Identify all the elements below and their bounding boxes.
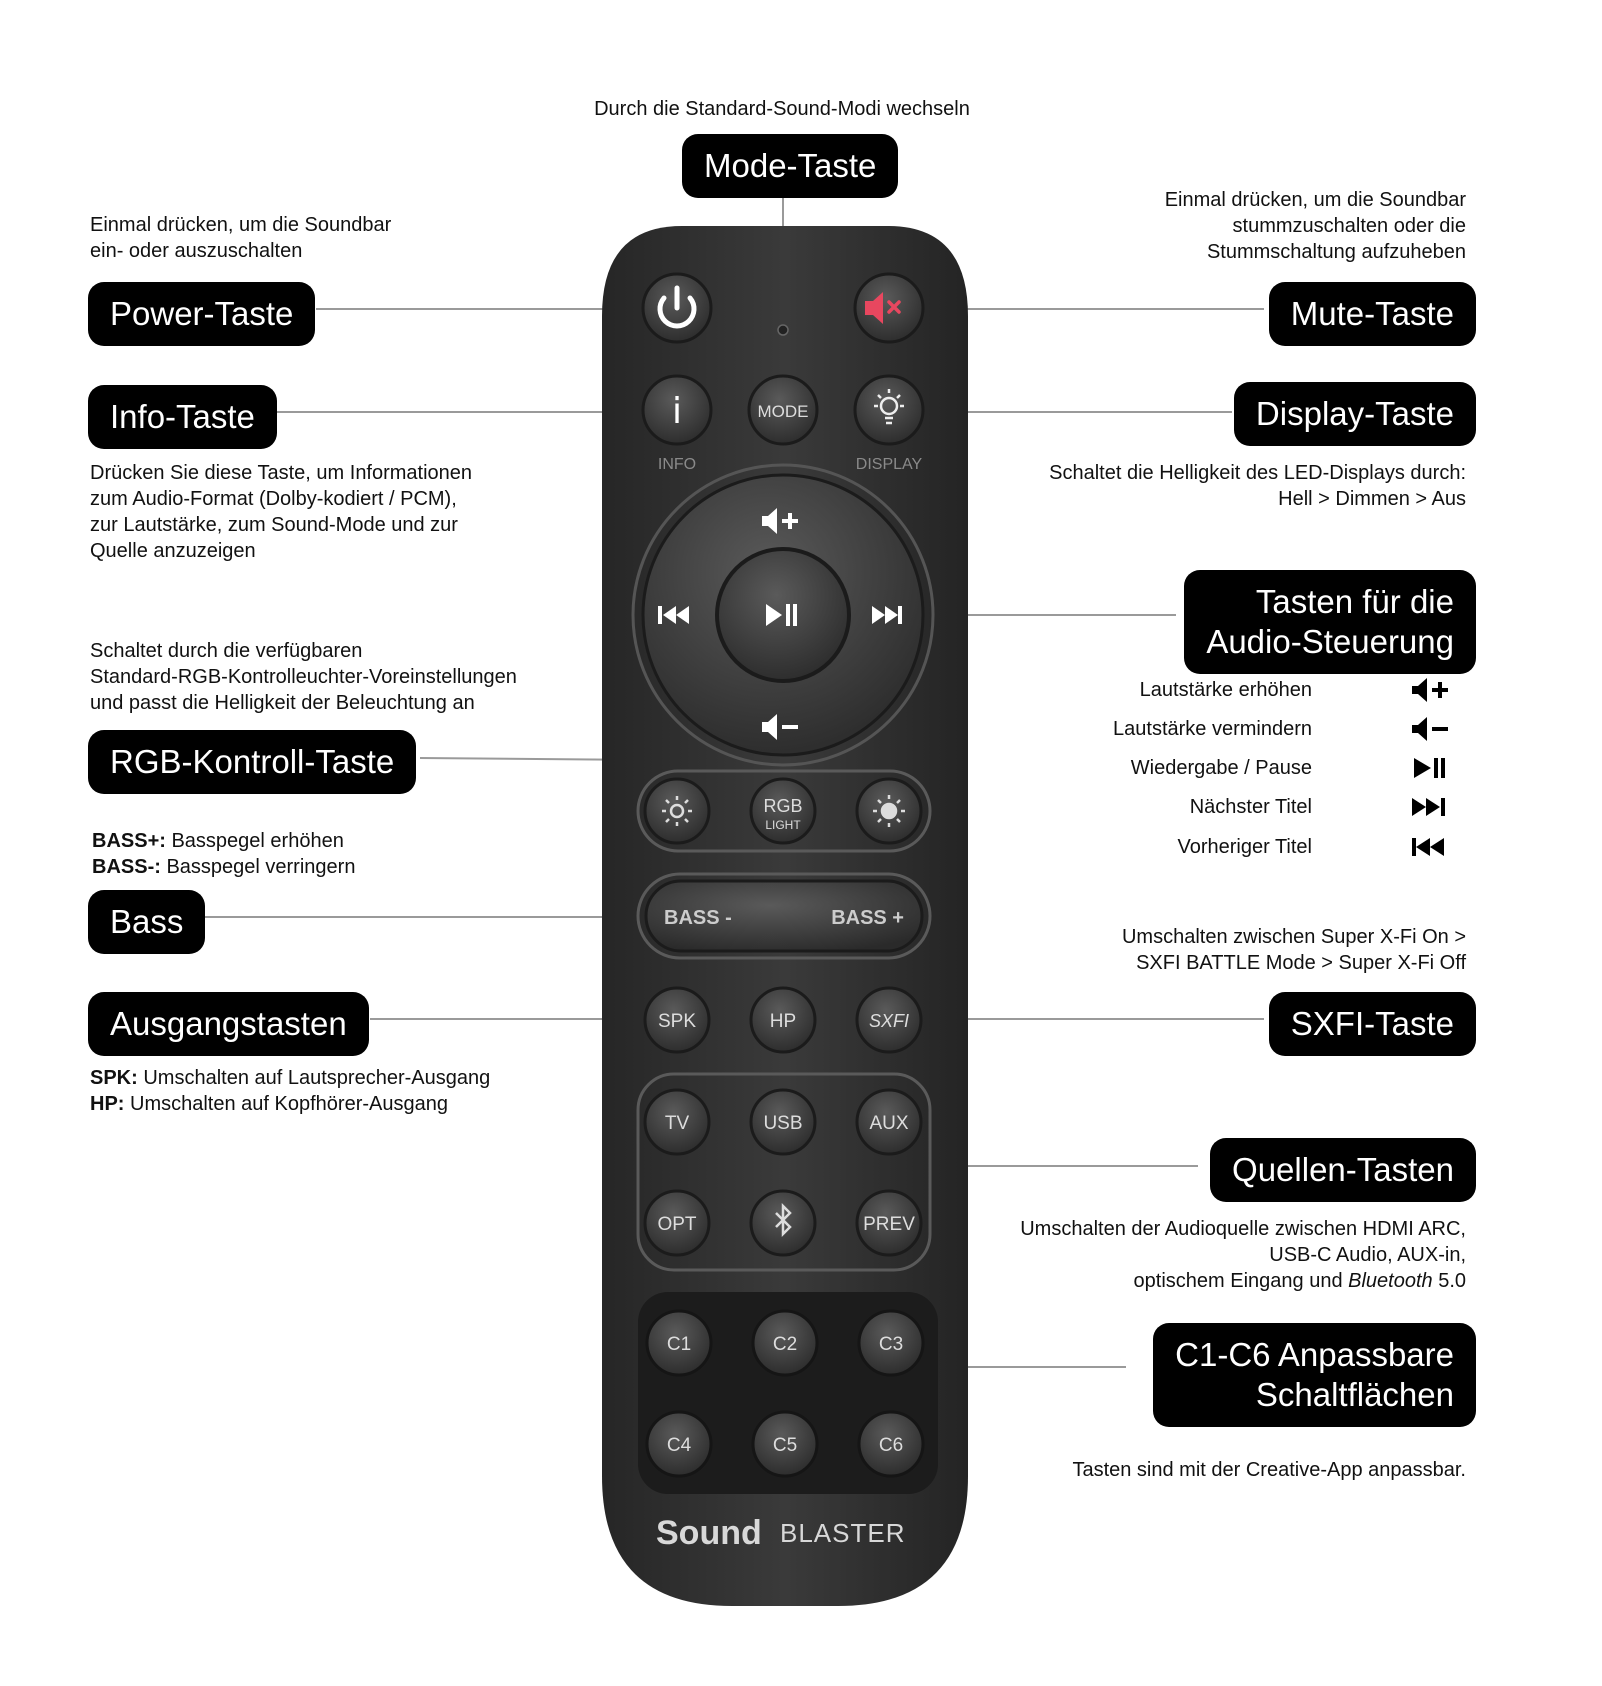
mute-button[interactable] — [855, 274, 923, 342]
legend-volume-up: Lautstärke erhöhen — [1139, 679, 1312, 701]
aux-label: AUX — [869, 1113, 909, 1134]
spk-button[interactable] — [645, 988, 709, 1052]
rgb-description: Schaltet durch die verfügbaren Standard-RGB-Kontrolleuchter-Voreinstellungen und passt die Helligkeit der Beleuchtung an — [90, 640, 517, 714]
bluetooth-button[interactable] — [751, 1191, 815, 1255]
c2-button[interactable] — [753, 1311, 817, 1375]
rgb-brightness-up-button[interactable] — [857, 779, 921, 843]
info-caption: INFO — [657, 456, 697, 473]
rgb-brightness-down-button[interactable] — [645, 779, 709, 843]
c6-label: C6 — [878, 1435, 904, 1456]
sxfi-label: SXFI — [868, 1011, 910, 1031]
rgb-label: RGB — [763, 796, 803, 816]
volume-down-icon — [1410, 716, 1452, 742]
mode-button[interactable] — [749, 376, 817, 444]
c1-label: C1 — [666, 1334, 692, 1355]
prev-button[interactable] — [857, 1191, 921, 1255]
power-label: Power-Taste — [88, 282, 315, 346]
light-label: LIGHT — [765, 818, 801, 832]
bass-minus-button[interactable]: BASS - — [664, 907, 732, 929]
info-icon: i — [671, 391, 683, 432]
play-pause-button[interactable] — [717, 549, 849, 681]
c1-button[interactable] — [647, 1311, 711, 1375]
display-label: Display-Taste — [1234, 382, 1476, 446]
output-description: SPK: Umschalten auf Lautsprecher-Ausgang HP: Umschalten auf Kopfhörer-Ausgang — [90, 1067, 491, 1115]
volume-up-icon — [1410, 677, 1452, 703]
display-button[interactable] — [855, 376, 923, 444]
legend-volume-down: Lautstärke vermindern — [1113, 718, 1312, 740]
legend-play-pause: Wiedergabe / Pause — [1130, 757, 1312, 779]
mode-description: Durch die Standard-Sound-Modi wechseln — [594, 98, 970, 120]
spk-label: SPK — [657, 1011, 697, 1032]
bass-plus-button[interactable]: BASS + — [831, 907, 904, 929]
hp-label: HP — [769, 1011, 797, 1032]
sxfi-button[interactable] — [857, 988, 921, 1052]
audio-control-label: Tasten für die Audio-Steuerung — [1184, 570, 1476, 674]
sxfi-label: SXFI-Taste — [1269, 992, 1476, 1056]
c5-button[interactable] — [753, 1412, 817, 1476]
opt-button[interactable] — [645, 1191, 709, 1255]
remote-control — [602, 226, 968, 1606]
output-label: Ausgangstasten — [88, 992, 369, 1056]
microphone-hole — [778, 325, 788, 335]
tv-button[interactable] — [645, 1090, 709, 1154]
usb-label: USB — [763, 1113, 803, 1134]
c4-button[interactable] — [647, 1412, 711, 1476]
rgb-light-button[interactable] — [751, 779, 815, 843]
info-description: Drücken Sie diese Taste, um Informationen zum Audio-Format (Dolby-kodiert / PCM), zur Lautstärke, zum Sound-Mode und zur Quelle anzuzeigen — [90, 462, 473, 562]
c2-label: C2 — [772, 1334, 798, 1355]
display-description: Schaltet die Helligkeit des LED-Displays durch: Hell > Dimmen > Aus — [1049, 462, 1466, 510]
tv-label: TV — [664, 1113, 690, 1134]
prev-label: PREV — [863, 1214, 915, 1235]
sources-description: Umschalten der Audioquelle zwischen HDMI ARC, USB-C Audio, AUX-in, optischem Eingang und Bluetooth 5.0 — [1020, 1218, 1466, 1292]
power-description: Einmal drücken, um die Soundbar ein- oder auszuschalten — [90, 214, 392, 262]
sxfi-description: Umschalten zwischen Super X-Fi On > SXFI BATTLE Mode > Super X-Fi Off — [1121, 926, 1466, 974]
brand-blaster: BLASTER — [780, 1518, 906, 1548]
info-button[interactable] — [643, 376, 711, 444]
bass-description: BASS+: Basspegel erhöhen BASS-: Basspegel verringern — [92, 830, 356, 878]
play-pause-icon — [1410, 755, 1452, 781]
c6-button[interactable] — [859, 1412, 923, 1476]
rgb-label: RGB-Kontroll-Taste — [88, 730, 416, 794]
opt-label: OPT — [657, 1214, 697, 1235]
mute-description: Einmal drücken, um die Soundbar stummzuschalten oder die Stummschaltung aufzuheben — [1164, 189, 1466, 263]
brand-sound: Sound — [656, 1514, 762, 1552]
mute-label: Mute-Taste — [1269, 282, 1476, 346]
c4-label: C4 — [666, 1435, 692, 1456]
previous-track-icon — [1410, 834, 1452, 860]
hp-button[interactable] — [751, 988, 815, 1052]
legend-next-track: Nächster Titel — [1189, 796, 1312, 818]
sound-blaster-logo — [656, 1514, 906, 1552]
info-label: Info-Taste — [88, 385, 277, 449]
mode-label: Mode-Taste — [682, 134, 898, 198]
c5-label: C5 — [772, 1435, 798, 1456]
aux-button[interactable] — [857, 1090, 921, 1154]
mode-button-label: MODE — [757, 402, 809, 421]
next-track-icon — [1410, 794, 1452, 820]
bass-label: Bass — [88, 890, 205, 954]
sources-label: Quellen-Tasten — [1210, 1138, 1476, 1202]
usb-button[interactable] — [751, 1090, 815, 1154]
custom-buttons-label: C1-C6 Anpassbare Schaltflächen — [1153, 1323, 1476, 1427]
c3-label: C3 — [878, 1334, 904, 1355]
display-caption: DISPLAY — [855, 456, 923, 473]
legend-previous-track: Vorheriger Titel — [1177, 836, 1312, 858]
custom-description: Tasten sind mit der Creative-App anpassbar. — [1072, 1459, 1466, 1481]
power-button[interactable] — [643, 274, 711, 342]
c3-button[interactable] — [859, 1311, 923, 1375]
